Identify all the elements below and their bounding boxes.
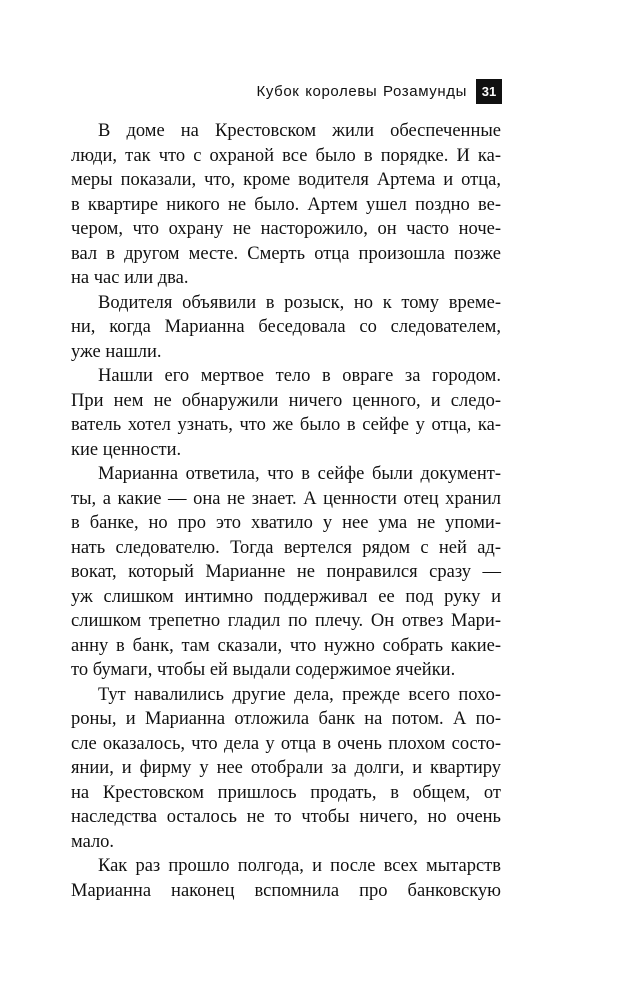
text-line: Тут навалились другие дела, прежде всего похо- [98, 684, 501, 705]
text-line: слишком трепетно гладил по плечу. Он отвез Мари- [71, 611, 501, 631]
text-line: меры показали, что, кроме водителя Артема и отца, [71, 170, 501, 190]
text-line: мало. [71, 831, 115, 852]
paragraph [71, 854, 501, 903]
text-line: ватель хотел узнать, что же было в сейфе у отца, ка- [71, 415, 501, 435]
text-line: нать следователю. Тогда вертелся рядом с ней ад- [71, 537, 501, 558]
text-line: роны, и Марианна отложила банк на потом. А по- [71, 709, 501, 729]
text-line: на час или два. [71, 268, 189, 288]
text-line: вал в другом месте. Смерть отца произошла позже [71, 243, 501, 264]
text-line: в квартире никого не было. Артем ушел поздно ве- [71, 194, 501, 215]
text-line: Марианна ответила, что в сейфе были документ- [98, 464, 501, 484]
paragraph [71, 462, 501, 683]
text-line: сле оказалось, что дела у отца в очень плохом состо- [71, 733, 501, 754]
paragraph [71, 119, 501, 291]
paragraph [71, 683, 501, 855]
text-line: кие ценности. [71, 439, 182, 460]
text-line: наследства осталось не то чтобы ничего, но очень [71, 807, 501, 827]
text-line: янии, и фирму у нее отобрали за долги, и квартиру [71, 758, 501, 778]
text-line: уж слишком интимно поддерживал ее под руку и [71, 586, 501, 607]
text-line: ни, когда Марианна беседовала со следователем, [71, 317, 501, 337]
page-number-badge: 31 [476, 79, 502, 104]
text-line: Марианна наконец вспомнила про банковскую [71, 880, 501, 901]
paragraph [71, 364, 501, 462]
text-line: Нашли его мертвое тело в овраге за городом. [98, 366, 501, 386]
text-line: чером, что охрану не насторожило, он часто ноче- [71, 219, 501, 239]
text-line: Как раз прошло полгода, и после всех мытарств [98, 856, 501, 876]
body-text [71, 119, 501, 903]
paragraph [71, 291, 501, 365]
text-line: то бумаги, чтобы ей выдали содержимое ячейки. [71, 660, 456, 680]
text-line: В доме на Крестовском жили обеспеченные [98, 121, 501, 141]
text-line: вокат, который Марианне не понравился сразу — [71, 562, 501, 582]
running-header [257, 79, 502, 104]
text-line: люди, так что с охраной все было в порядке. И ка- [71, 145, 501, 166]
text-line: на Крестовском пришлось продать, в общем, от [71, 782, 501, 803]
text-line: Водителя объявили в розыск, но к тому време- [98, 292, 501, 313]
text-line: При нем не обнаружили ничего ценного, и следо- [71, 390, 501, 411]
text-line: ты, а какие — она не знает. А ценности отец хранил [71, 488, 501, 509]
book-title: Кубок королевы Розамунды [256, 83, 467, 100]
text-line: уже нашли. [71, 341, 162, 362]
text-line: анну в банк, там сказали, что нужно собрать какие- [71, 635, 501, 656]
text-line: в банке, но про это хватило у нее ума не упоми- [71, 513, 501, 533]
